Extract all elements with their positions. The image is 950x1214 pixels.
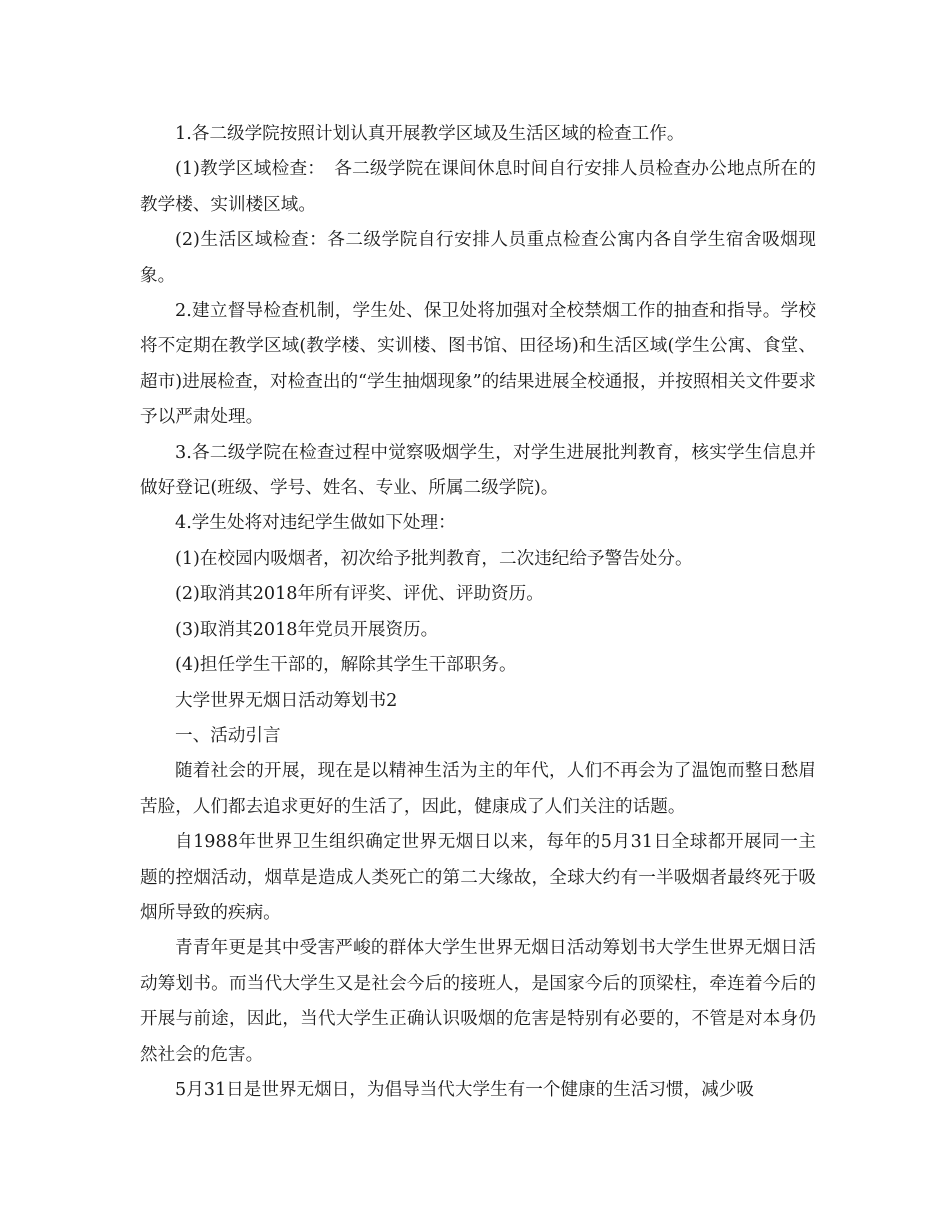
paragraph-13: 随着社会的开展，现在是以精神生活为主的年代，人们不再会为了温饱而整日愁眉苦脸，人们都去追求更好的生活了，因此，健康成了人们关注的话题。 bbox=[140, 761, 816, 817]
paragraph-15: 青青年更是其中受害严峻的群体大学生世界无烟日活动筹划书大学生世界无烟日活动筹划书。而当代大学生又是社会今后的接班人，是国家今后的顶梁柱，牵连着今后的开展与前途，因此，当代大学生正确认识吸烟的危害是特别有必要的，不管是对本身仍然社会的危害。 bbox=[140, 938, 816, 1065]
paragraph-14: 自1988年世界卫生组织确定世界无烟日以来，每年的5月31日全球都开展同一主题的控烟活动，烟草是造成人类死亡的第二大缘故，全球大约有一半吸烟者最终死于吸烟所导致的疾病。 bbox=[140, 832, 816, 923]
paragraph-2: (1)教学区域检查： 各二级学院在课间休息时间自行安排人员检查办公地点所在的教学楼、实训楼区域。 bbox=[140, 159, 816, 215]
paragraph-5: 3.各二级学院在检查过程中觉察吸烟学生，对学生进展批判教育，核实学生信息并做好登记(班级、学号、姓名、专业、所属二级学院)。 bbox=[140, 442, 816, 499]
paragraph-9: (3)取消其2018年党员开展资历。 bbox=[175, 619, 439, 640]
paragraph-8: (2)取消其2018年所有评奖、评优、评助资历。 bbox=[175, 584, 544, 605]
paragraph-4: 2.建立督导检查机制，学生处、保卫处将加强对全校禁烟工作的抽查和指导。学校将不定期在教学区域(教学楼、实训楼、图书馆、田径场)和生活区域(学生公寓、食堂、超市)进展检查，对检查出的“学生抽烟现象”的结果进展全校通报，并按照相关文件要求予以严肃处理。 bbox=[140, 301, 816, 428]
paragraph-6: 4.学生处将对违纪学生做如下处理： bbox=[175, 513, 456, 534]
paragraph-10: (4)担任学生干部的，解除其学生干部职务。 bbox=[175, 655, 517, 676]
paragraph-7: (1)在校园内吸烟者，初次给予批判教育，二次违纪给予警告处分。 bbox=[175, 548, 693, 569]
paragraph-1: 1.各二级学院按照计划认真开展教学区域及生活区域的检查工作。 bbox=[175, 124, 685, 144]
section-heading: 大学世界无烟日活动筹划书2 bbox=[175, 690, 398, 711]
subsection-heading: 一、活动引言 bbox=[175, 725, 281, 746]
paragraph-16: 5月31日是世界无烟日，为倡导当代大学生有一个健康的生活习惯，减少吸 bbox=[175, 1079, 754, 1100]
document-body bbox=[140, 117, 816, 1108]
paragraph-3: (2)生活区域检查：各二级学院自行安排人员重点检查公寓内各自学生宿舍吸烟现象。 bbox=[140, 230, 816, 286]
